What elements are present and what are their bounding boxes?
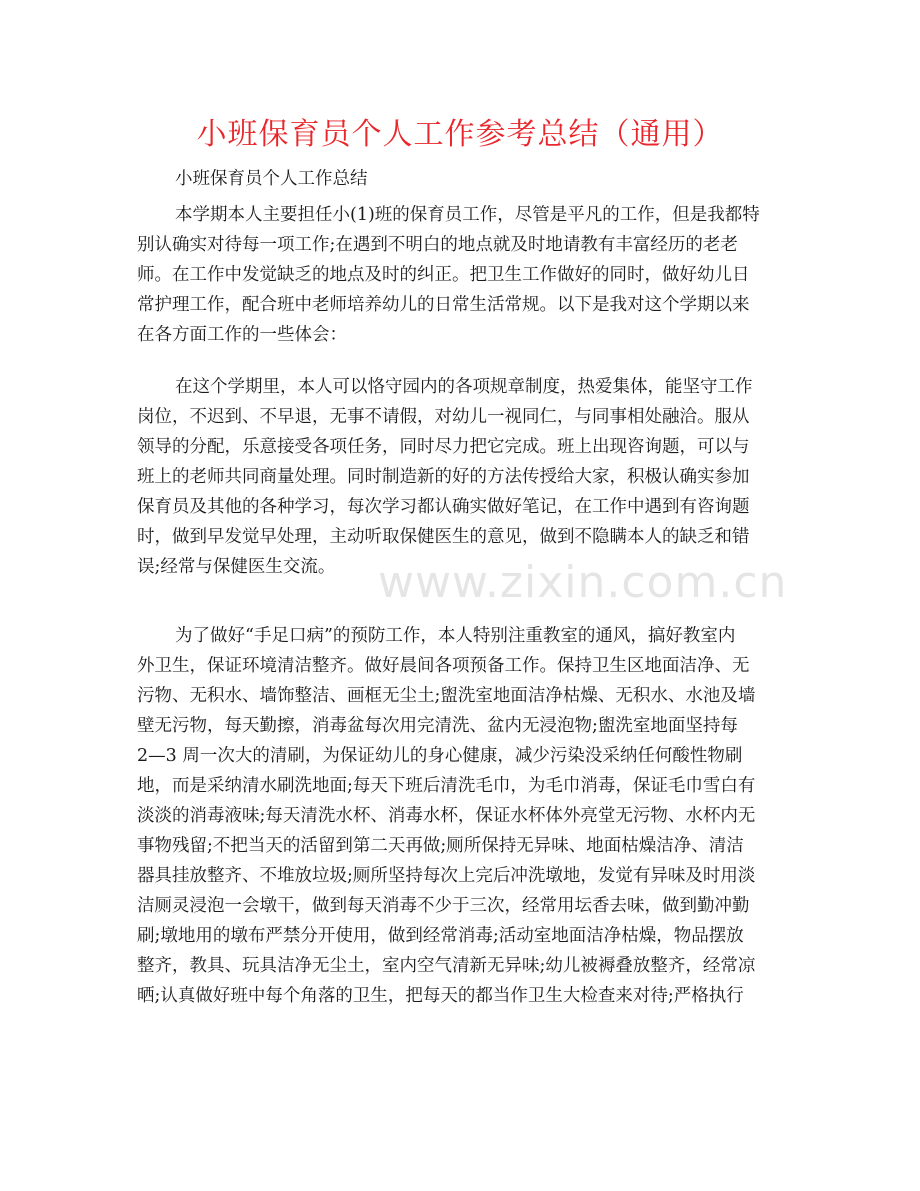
paragraph-1: [137, 200, 787, 350]
paragraph-3: [137, 621, 787, 1011]
watermark: www.zixin.com.cn: [378, 557, 788, 608]
text-line: 壁无污物，每天勤擦，消毒盆每次用完清洗、盆内无浸泡物;盥洗室地面坚持每: [137, 716, 738, 736]
text-line: 整齐，教具、玩具洁净无尘土，室内空气清新无异味;幼儿被褥叠放整齐，经常凉: [137, 956, 756, 976]
text-line: 2—3 周一次大的清刷，为保证幼儿的身心健康，减少污染没采纳任何酸性物刷: [137, 746, 743, 766]
text-line: 别认确实对待每一项工作;在遇到不明白的地点就及时地请教有丰富经历的老老: [137, 235, 738, 255]
text-line: 本学期本人主要担任小(1)班的保育员工作，尽管是平凡的工作，但是我都特: [175, 205, 760, 225]
text-line: 淡淡的消毒液味;每天清洗水杯、消毒水杯，保证水杯体外亮堂无污物、水杯内无: [137, 806, 756, 826]
text-line: 洁厕灵浸泡一会墩干，做到每天消毒不少于三次，经常用坛香去味，做到勤冲勤: [137, 896, 750, 916]
text-line: 常护理工作，配合班中老师培养幼儿的日常生活常规。以下是我对这个学期以来: [137, 295, 750, 315]
paragraph-2: [137, 372, 787, 582]
text-line: 误;经常与保健医生交流。: [137, 557, 336, 577]
text-line: 在各方面工作的一些体会：: [137, 325, 347, 345]
text-line: 晒;认真做好班中每个角落的卫生，把每天的都当作卫生大检查来对待;严格执行: [137, 986, 744, 1006]
text-line: 时，做到早发觉早处理，主动听取保健医生的意见，做到不隐瞒本人的缺乏和错: [137, 527, 750, 547]
text-line: 污物、无积水、墙饰整洁、画框无尘土;盥洗室地面洁净枯燥、无积水、水池及墙: [137, 686, 756, 706]
text-line: 为了做好“手足口病”的预防工作，本人特别注重教室的通风，搞好教室内: [175, 626, 736, 646]
text-line: 刷;墩地用的墩布严禁分开使用，做到经常消毒;活动室地面洁净枯燥，物品摆放: [137, 926, 744, 946]
text-line: 在这个学期里，本人可以恪守园内的各项规章制度，热爱集体，能坚守工作: [175, 377, 753, 397]
text-line: 师。在工作中发觉缺乏的地点及时的纠正。把卫生工作做好的同时，做好幼儿日: [137, 265, 750, 285]
document-title: 小班保育员个人工作参考总结（通用）: [196, 117, 724, 152]
text-line: 器具挂放整齐、不堆放垃圾;厕所坚持每次上完后冲洗墩地，发觉有异味及时用淡: [137, 866, 756, 886]
text-line: 外卫生，保证环境清洁整齐。做好晨间各项预备工作。保持卫生区地面洁净、无: [137, 656, 750, 676]
text-line: 保育员及其他的各种学习，每次学习都认确实做好笔记，在工作中遇到有咨询题: [137, 497, 750, 517]
text-line: 领导的分配，乐意接受各项任务，同时尽力把它完成。班上出现咨询题，可以与: [137, 437, 750, 457]
document-subtitle: 小班保育员个人工作总结: [175, 169, 368, 189]
text-line: 地，而是采纳清水刷洗地面;每天下班后清洗毛巾，为毛巾消毒，保证毛巾雪白有: [137, 776, 756, 796]
text-line: 班上的老师共同商量处理。同时制造新的好的方法传授给大家，积极认确实参加: [137, 467, 750, 487]
text-line: 岗位，不迟到、不早退，无事不请假，对幼儿一视同仁，与同事相处融洽。服从: [137, 407, 750, 427]
text-line: 事物残留;不把当天的活留到第二天再做;厕所保持无异味、地面枯燥洁净、清洁: [137, 836, 744, 856]
